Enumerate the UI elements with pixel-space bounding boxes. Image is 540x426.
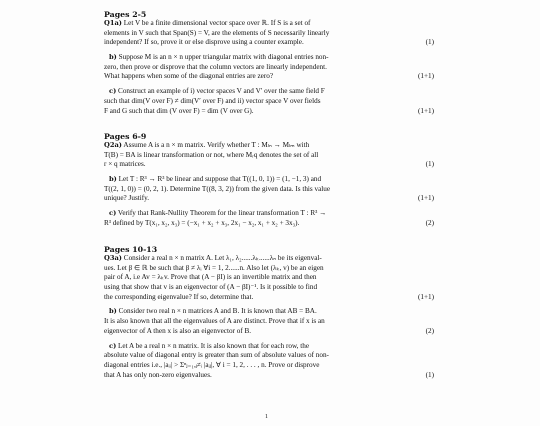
question-2a: [104, 141, 434, 170]
question-label: Q3a): [104, 254, 122, 262]
section-pages-2-5: [104, 10, 434, 116]
question-text-line: eigenvector of A then x is also an eigenvector of B.: [104, 326, 252, 335]
question-label: c): [109, 209, 117, 218]
marks: (2): [425, 218, 434, 227]
question-text-line: absolute value of diagonal entry is greater than sum of absolute values of non-: [104, 351, 329, 360]
question-text-line: using that show that v is an eigenvector of (A − βI)⁻¹. Is it possible to find: [104, 283, 318, 292]
question-text-line: that A has only non-zero eigenvalues.: [104, 370, 212, 379]
question-text-line: such that dim(V over F) ≠ dim(V′ over F) and ii) vector space V over fields: [104, 96, 321, 105]
question-3c: [104, 342, 434, 381]
marks: (1): [425, 38, 434, 47]
marks: (2): [425, 326, 434, 335]
question-1b: [104, 53, 434, 82]
question-text-line: zero, then prove or disprove that the column vectors are linearly independent.: [104, 62, 327, 71]
marks: (1+1): [417, 106, 434, 115]
question-2c: [104, 209, 434, 228]
marks: (1): [425, 160, 434, 169]
question-text-line: Construct an example of i) vector spaces V and V′ over the same field F: [118, 87, 325, 96]
question-text-line: Let A be a real n × n matrix. It is also known that for each row, the: [118, 341, 310, 350]
question-text-line: What happens when some of the diagonal entries are zero?: [104, 72, 274, 81]
question-text-line: Suppose M is an n × n upper triangular matrix with diagonal entries non-: [118, 53, 329, 62]
question-label: Q2a): [104, 141, 122, 149]
question-text-line: It is also known that all the eigenvalues of A are distinct. Prove that if x is an: [104, 317, 325, 326]
question-text-line: Assume A is a n × m matrix. Verify whether T : Mₗₙ → Mₗₘ with: [123, 141, 310, 149]
question-label: c): [109, 87, 117, 96]
question-text-line: the corresponding eigenvalue? If so, determine that.: [104, 292, 254, 301]
question-text-line: T(B) = BA is linear transformation or not, where Mᵣq denotes the set of all: [104, 150, 319, 159]
question-label: Q1a): [104, 19, 122, 27]
marks: (1+1): [417, 194, 434, 203]
question-text-line: r × q matrices.: [104, 160, 146, 169]
question-text-line: R³ defined by T(x₁, x₂, x₃) = (−x₁ + x₂ + x₃, 2x₁ − x₂, x₁ + x₂ + 3x₃).: [104, 218, 300, 227]
question-text-line: pair of A, i.e Av = λₖv. Prove that (A − βI) is an invertible matrix and then: [104, 273, 317, 282]
section-heading: Pages 6-9: [104, 132, 147, 141]
section-heading: Pages 2-5: [104, 10, 147, 19]
question-text-line: elements in V such that Span(S) = V, are the elements of S necessarily linearly: [104, 28, 330, 37]
question-label: b): [109, 53, 117, 62]
question-3a: [104, 254, 434, 302]
question-label: b): [109, 307, 117, 316]
question-3b: [104, 307, 434, 336]
question-text-line: F and G such that dim (V over F) = dim (V over G).: [104, 106, 254, 115]
page-number: 1: [265, 414, 268, 420]
marks: (1+1): [417, 292, 434, 301]
question-text-line: Let T : R³ → R³ be linear and suppose that T((1, 0, 1)) = (1, −1, 3) and: [118, 175, 322, 184]
question-text-line: Let V be a finite dimensional vector space over ℝ. If S is a set of: [123, 19, 311, 27]
question-text-line: Consider a real n × n matrix A. Let λ₁, λ₂......λₖ......λₙ be its eigenval-: [123, 254, 322, 262]
question-text-line: unique? Justify.: [104, 194, 150, 203]
question-text-line: diagonal entries i.e., |aᵢᵢ| > Σⁿⱼ₌₁,ⱼ≠ᵢ |aᵢⱼ|, ∀ i = 1, 2, . . . , n. Prove or disprove: [104, 360, 320, 369]
question-1a: [104, 19, 434, 48]
question-label: c): [109, 341, 117, 350]
section-pages-6-9: [104, 132, 434, 229]
question-label: b): [109, 175, 117, 184]
question-1c: [104, 87, 434, 116]
marks: (1+1): [417, 72, 434, 81]
question-text-line: T((2, 1, 0)) = (0, 2, 1). Determine T((8, 3, 2)) from the given data. Is this value: [104, 184, 331, 193]
question-2b: [104, 175, 434, 204]
marks: (1): [425, 370, 434, 379]
question-text-line: independent? If so, prove it or else disprove using a counter example.: [104, 38, 304, 47]
section-pages-10-13: [104, 245, 434, 380]
section-heading: Pages 10-13: [104, 245, 158, 254]
question-text-line: ues. Let β ∈ ℝ be such that β ≠ λᵢ ∀i = 1, 2......n. Also let (λₖ, v) be an eigen: [104, 263, 324, 272]
question-text-line: Verify that Rank-Nullity Theorem for the linear transformation T : R³ →: [117, 209, 327, 218]
question-text-line: Consider two real n × n matrices A and B. It is known that AB = BA.: [118, 307, 317, 316]
